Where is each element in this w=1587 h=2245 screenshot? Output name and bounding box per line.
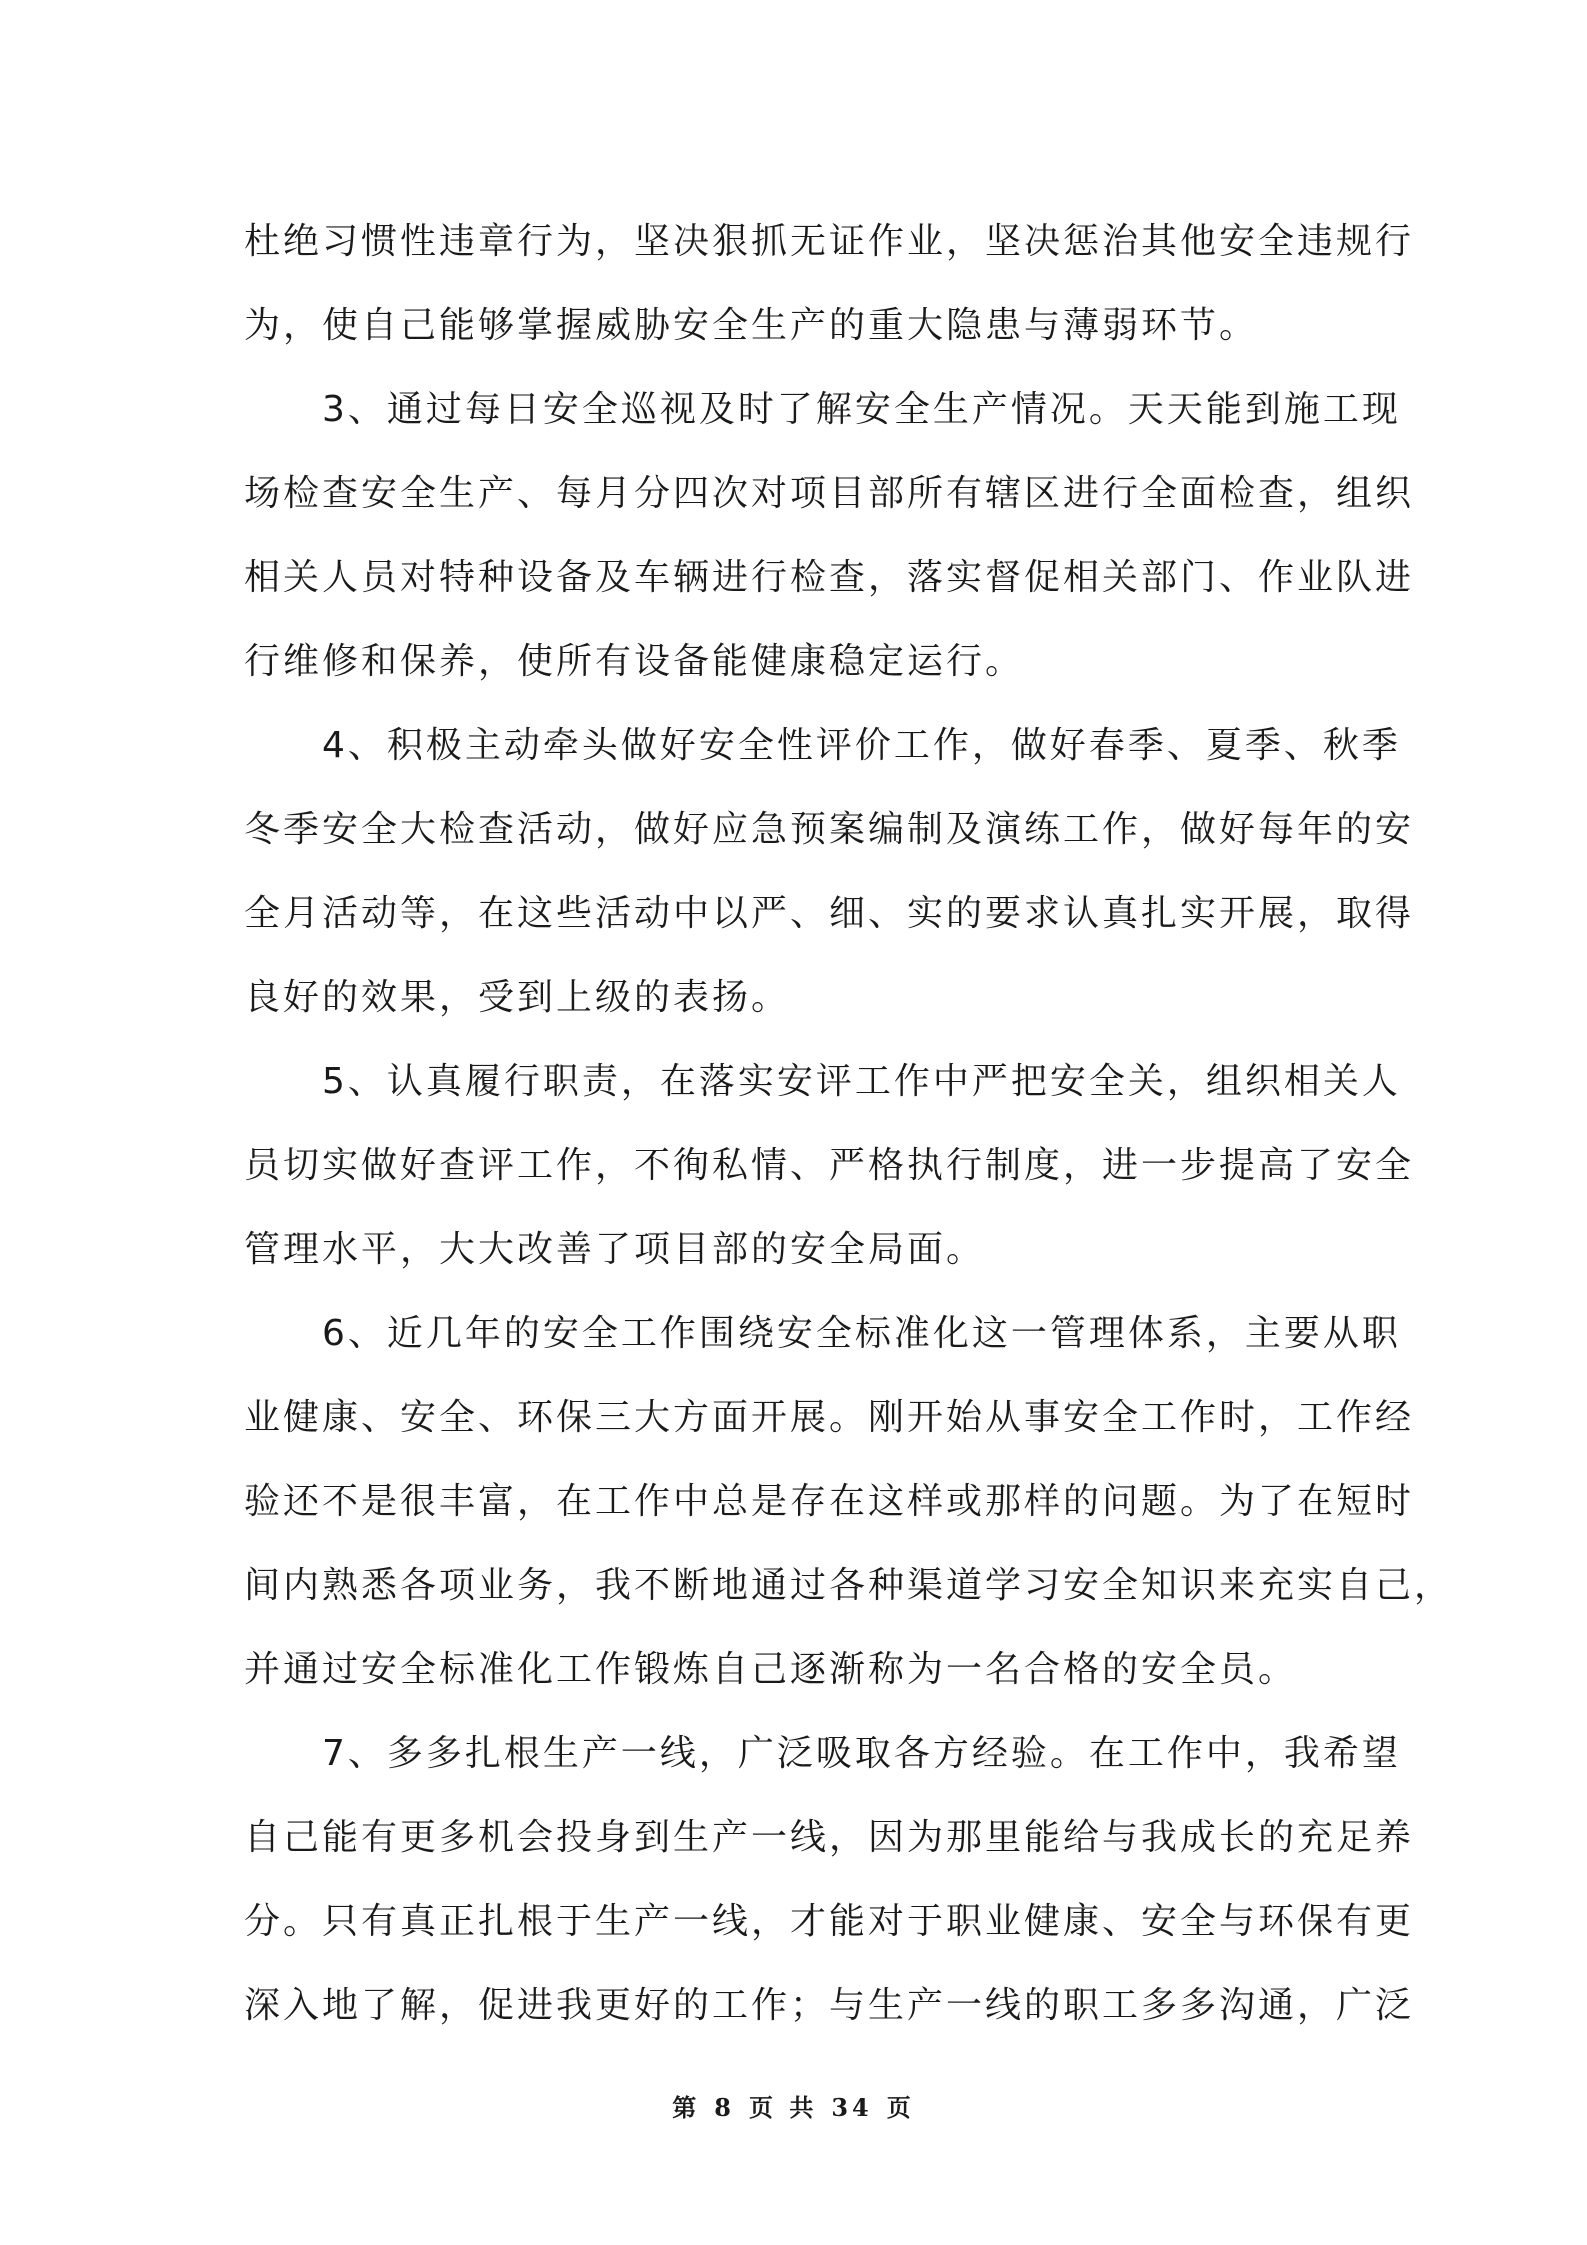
text-line: 3、通过每日安全巡视及时了解安全生产情况。天天能到施工现 — [244, 389, 1401, 430]
text-line: 相关人员对特种设备及车辆进行检查，落实督促相关部门、作业队进 — [244, 557, 1415, 598]
text-line: 自己能有更多机会投身到生产一线，因为那里能给与我成长的充足养 — [244, 1817, 1415, 1858]
text-line: 6、近几年的安全工作围绕安全标准化这一管理体系，主要从职 — [244, 1313, 1401, 1354]
text-line: 4、积极主动牵头做好安全性评价工作，做好春季、夏季、秋季 — [244, 725, 1401, 766]
text-line: 深入地了解，促进我更好的工作；与生产一线的职工多多沟通，广泛 — [244, 1985, 1415, 2026]
text-line: 全月活动等，在这些活动中以严、细、实的要求认真扎实开展，取得 — [244, 893, 1415, 934]
footer-prefix: 第 — [672, 2093, 701, 2122]
text-line: 冬季安全大检查活动，做好应急预案编制及演练工作，做好每年的安 — [244, 809, 1415, 850]
text-line: 杜绝习惯性违章行为，坚决狠抓无证作业，坚决惩治其他安全违规行 — [244, 221, 1415, 262]
current-page-number: 8 — [714, 2093, 735, 2122]
text-line: 场检查安全生产、每月分四次对项目部所有辖区进行全面检查，组织 — [244, 473, 1415, 514]
total-pages-number: 34 — [831, 2093, 873, 2122]
text-line: 7、多多扎根生产一线，广泛吸取各方经验。在工作中，我希望 — [244, 1733, 1401, 1774]
text-line: 并通过安全标准化工作锻炼自己逐渐称为一名合格的安全员。 — [244, 1649, 1298, 1690]
text-line: 间内熟悉各项业务，我不断地通过各种渠道学习安全知识来充实自己， — [244, 1565, 1454, 1606]
text-line: 验还不是很丰富，在工作中总是存在这样或那样的问题。为了在短时 — [244, 1481, 1415, 1522]
body-text — [244, 200, 1454, 2048]
text-line: 良好的效果，受到上级的表扬。 — [244, 977, 791, 1018]
text-line: 员切实做好查评工作，不徇私情、严格执行制度，进一步提高了安全 — [244, 1145, 1415, 1186]
page-footer — [0, 2088, 1587, 2123]
footer-suffix: 页 — [886, 2093, 915, 2122]
text-line: 为，使自己能够掌握威胁安全生产的重大隐患与薄弱环节。 — [244, 305, 1259, 346]
text-line: 5、认真履行职责，在落实安评工作中严把安全关，组织相关人 — [244, 1061, 1401, 1102]
text-line: 行维修和保养，使所有设备能健康稳定运行。 — [244, 641, 1025, 682]
footer-middle: 页 共 — [748, 2093, 818, 2122]
text-line: 业健康、安全、环保三大方面开展。刚开始从事安全工作时，工作经 — [244, 1397, 1415, 1438]
text-line: 管理水平，大大改善了项目部的安全局面。 — [244, 1229, 986, 1270]
text-line: 分。只有真正扎根于生产一线，才能对于职业健康、安全与环保有更 — [244, 1901, 1415, 1942]
